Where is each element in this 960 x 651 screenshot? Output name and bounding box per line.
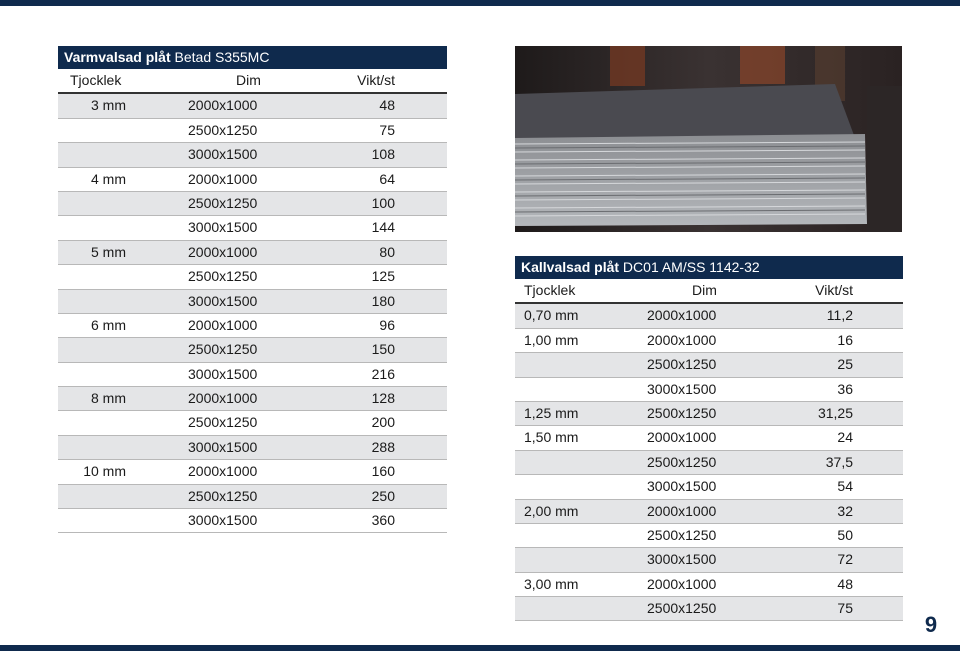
dim-cell: 2000x1000 — [647, 575, 717, 592]
dim-cell: 2000x1000 — [188, 97, 258, 114]
weight-cell: 36 — [837, 380, 853, 397]
weight-cell: 11,2 — [826, 307, 853, 324]
dim-cell: 2500x1250 — [188, 268, 258, 285]
weight-cell: 216 — [371, 365, 395, 382]
dim-cell: 3000x1500 — [647, 551, 717, 568]
cold-rolled-table — [515, 256, 903, 621]
weight-cell: 25 — [837, 356, 853, 373]
table-row — [58, 143, 447, 167]
dim-cell: 2500x1250 — [188, 414, 258, 431]
weight-cell: 24 — [837, 429, 853, 446]
column-header-dim: Dim — [692, 282, 717, 298]
dim-cell: 2000x1000 — [188, 170, 258, 187]
table-row — [58, 411, 447, 435]
table-row — [58, 290, 447, 314]
weight-cell: 75 — [837, 600, 853, 617]
thickness-cell: 6 mm — [91, 316, 126, 333]
table-row — [58, 363, 447, 387]
weight-cell: 32 — [837, 502, 853, 519]
weight-cell: 48 — [837, 575, 853, 592]
table-row — [58, 119, 447, 143]
dim-cell: 3000x1500 — [188, 219, 258, 236]
dim-cell: 3000x1500 — [188, 292, 258, 309]
dim-cell: 2000x1000 — [188, 463, 258, 480]
steel-sheets-photo — [515, 46, 902, 232]
thickness-cell: 1,25 mm — [524, 404, 579, 421]
weight-cell: 128 — [371, 390, 395, 407]
table-row — [515, 402, 903, 426]
cold-rolled-table-title — [515, 256, 903, 279]
dim-cell: 2000x1000 — [647, 307, 717, 324]
dim-cell: 2500x1250 — [188, 341, 258, 358]
weight-cell: 64 — [379, 170, 395, 187]
dim-cell: 2000x1000 — [188, 316, 258, 333]
dim-cell: 2000x1000 — [188, 243, 258, 260]
table-row — [58, 216, 447, 240]
table-row — [515, 426, 903, 450]
table-row — [58, 94, 447, 118]
thickness-cell: 0,70 mm — [524, 307, 579, 324]
weight-cell: 144 — [371, 219, 395, 236]
thickness-cell: 1,00 mm — [524, 331, 579, 348]
thickness-cell: 3 mm — [91, 97, 126, 114]
weight-cell: 125 — [371, 268, 395, 285]
hot-rolled-column-headers — [58, 69, 447, 94]
column-header-weight: Vikt/st — [815, 282, 853, 298]
table-row — [58, 314, 447, 338]
column-header-thickness: Tjocklek — [524, 282, 576, 298]
column-header-thickness: Tjocklek — [70, 72, 122, 88]
dim-cell: 3000x1500 — [647, 380, 717, 397]
hot-rolled-title-bold: Varmvalsad plåt — [64, 49, 171, 65]
weight-cell: 200 — [371, 414, 395, 431]
table-row — [58, 241, 447, 265]
table-row — [58, 387, 447, 411]
weight-cell: 48 — [379, 97, 395, 114]
weight-cell: 37,5 — [825, 453, 853, 470]
dim-cell: 2500x1250 — [188, 194, 258, 211]
hot-rolled-table-title — [58, 46, 447, 69]
cold-rolled-title-rest: DC01 AM/SS 1142-32 — [619, 259, 760, 275]
thickness-cell: 2,00 mm — [524, 502, 579, 519]
dim-cell: 2500x1250 — [647, 453, 717, 470]
weight-cell: 72 — [837, 551, 853, 568]
dim-cell: 2000x1000 — [647, 429, 717, 446]
table-row — [58, 485, 447, 509]
table-row — [58, 265, 447, 289]
weight-cell: 50 — [837, 526, 853, 543]
table-row — [58, 436, 447, 460]
weight-cell: 360 — [371, 512, 395, 529]
table-row — [58, 460, 447, 484]
table-row — [58, 509, 447, 533]
table-row — [58, 338, 447, 362]
dim-cell: 2000x1000 — [647, 502, 717, 519]
table-row — [515, 304, 903, 328]
page-number: 9 — [924, 612, 938, 637]
weight-cell: 250 — [371, 487, 395, 504]
dim-cell: 3000x1500 — [647, 478, 717, 495]
weight-cell: 96 — [379, 316, 395, 333]
thickness-cell: 10 mm — [83, 463, 126, 480]
weight-cell: 16 — [837, 331, 853, 348]
dim-cell: 2000x1000 — [188, 390, 258, 407]
table-row — [58, 168, 447, 192]
table-row — [515, 548, 903, 572]
weight-cell: 80 — [379, 243, 395, 260]
dim-cell: 2500x1250 — [188, 121, 258, 138]
table-row — [515, 573, 903, 597]
thickness-cell: 3,00 mm — [524, 575, 579, 592]
thickness-cell: 8 mm — [91, 390, 126, 407]
table-row — [515, 353, 903, 377]
table-row — [515, 524, 903, 548]
weight-cell: 54 — [837, 478, 853, 495]
dim-cell: 2500x1250 — [647, 600, 717, 617]
weight-cell: 180 — [371, 292, 395, 309]
weight-cell: 75 — [379, 121, 395, 138]
weight-cell: 108 — [371, 146, 395, 163]
thickness-cell: 5 mm — [91, 243, 126, 260]
hot-rolled-table — [58, 46, 447, 533]
dim-cell: 3000x1500 — [188, 512, 258, 529]
table-row — [515, 500, 903, 524]
table-row — [515, 378, 903, 402]
thickness-cell: 4 mm — [91, 170, 126, 187]
table-row — [58, 192, 447, 216]
dim-cell: 3000x1500 — [188, 438, 258, 455]
weight-cell: 150 — [371, 341, 395, 358]
top-band — [0, 0, 960, 6]
dim-cell: 2500x1250 — [188, 487, 258, 504]
table-row — [515, 475, 903, 499]
table-row — [515, 329, 903, 353]
steel-stack-image — [515, 46, 902, 232]
dim-cell: 3000x1500 — [188, 365, 258, 382]
dim-cell: 3000x1500 — [188, 146, 258, 163]
dim-cell: 2000x1000 — [647, 331, 717, 348]
hot-rolled-title-rest: Betad S355MC — [170, 49, 270, 65]
bottom-band — [0, 645, 960, 651]
weight-cell: 100 — [371, 194, 395, 211]
weight-cell: 160 — [371, 463, 395, 480]
dim-cell: 2500x1250 — [647, 404, 717, 421]
weight-cell: 288 — [371, 438, 395, 455]
table-row — [515, 451, 903, 475]
table-row — [515, 597, 903, 621]
column-header-weight: Vikt/st — [357, 72, 395, 88]
dim-cell: 2500x1250 — [647, 526, 717, 543]
dim-cell: 2500x1250 — [647, 356, 717, 373]
thickness-cell: 1,50 mm — [524, 429, 579, 446]
cold-rolled-column-headers — [515, 279, 903, 304]
cold-rolled-title-bold: Kallvalsad plåt — [521, 259, 620, 275]
weight-cell: 31,25 — [817, 404, 853, 421]
column-header-dim: Dim — [236, 72, 261, 88]
